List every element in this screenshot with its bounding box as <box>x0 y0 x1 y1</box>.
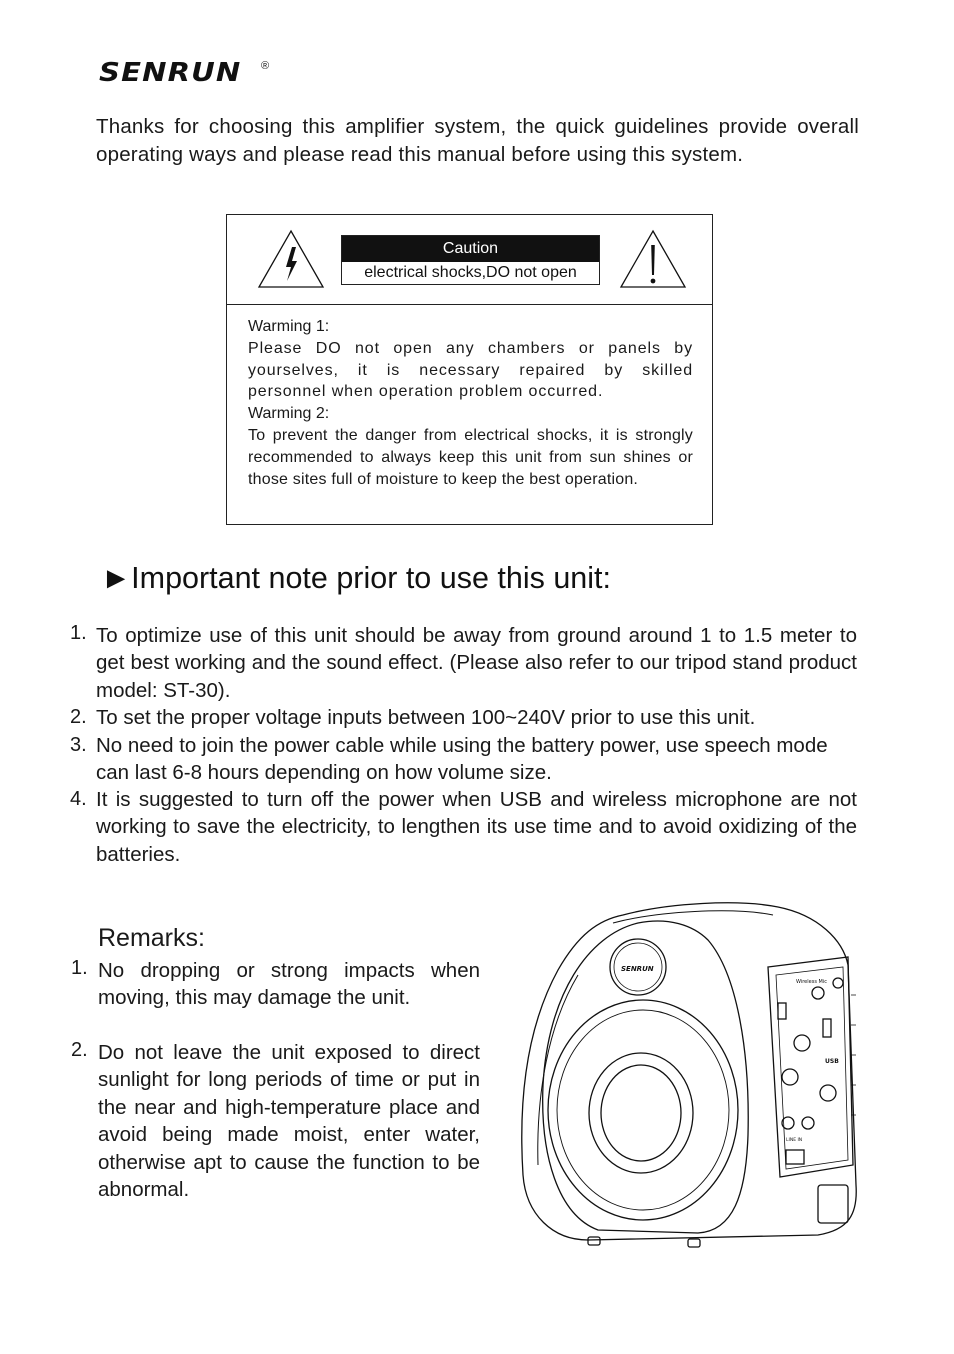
caution-title: Caution <box>342 236 599 262</box>
caution-subtitle: electrical shocks,DO not open <box>364 264 577 281</box>
intro-paragraph: Thanks for choosing this amplifier system, the quick guidelines provide overall operating ways and please read this manual before using this system. <box>96 115 859 166</box>
item-text: No need to join the power cable while using the battery power, use speech mode can last 6-8 hours depending on how volume size. <box>96 734 828 785</box>
line-in-label: LINE IN <box>786 1138 803 1143</box>
item-text: It is suggested to turn off the power when USB and wireless microphone are not working to save the electricity, to lengthen its use time and to avoid oxidizing of the batteries. <box>96 788 857 866</box>
speaker-body-outline <box>522 903 856 1240</box>
exclamation-warning-icon <box>619 229 687 289</box>
important-note-title: ►Important note prior to use this unit: <box>101 561 611 595</box>
warning2-text: To prevent the danger from electrical shocks, it is strongly recommended to always keep this unit from sun shines or those sites full of moisture to keep the best operation. <box>248 426 693 488</box>
item-text: To optimize use of this unit should be away from ground around 1 to 1.5 meter to get best working and the sound effect. (Please also refer to our tripod stand product model: ST-30). <box>96 624 857 702</box>
caution-label <box>341 235 600 285</box>
electric-shock-warning-icon <box>257 229 325 289</box>
speaker-logo-text: SENRUN <box>621 965 654 973</box>
item-number: 1. <box>70 622 87 644</box>
warning2-title: Warming 2: <box>248 405 330 423</box>
caution-header <box>227 215 712 305</box>
item-number: 3. <box>70 734 87 756</box>
usb-label: USB <box>825 1058 839 1065</box>
registered-mark: ® <box>261 60 270 72</box>
remarks-title: Remarks: <box>98 924 205 952</box>
item-number: 2. <box>70 706 87 728</box>
speaker-illustration <box>518 895 868 1260</box>
warnings <box>248 316 693 490</box>
caution-box <box>226 214 713 525</box>
panel-label: Wireless Mic <box>796 979 827 985</box>
item-number: 2. <box>71 1039 88 1061</box>
item-text: No dropping or strong impacts when moving, this may damage the unit. <box>98 959 480 1010</box>
brand-logo <box>99 58 270 90</box>
item-text: To set the proper voltage inputs between 100~240V prior to use this unit. <box>96 706 756 729</box>
item-number: 1. <box>71 957 88 979</box>
item-text: Do not leave the unit exposed to direct sunlight for long periods of time or put in the near and high-temperature place and avoid being made moist, enter water, otherwise apt to cause the function to be abnormal. <box>98 1041 480 1202</box>
warning1-title: Warming 1: <box>248 318 330 335</box>
item-number: 4. <box>70 788 87 810</box>
brand-logo-text: SENRUN <box>99 58 242 88</box>
warning1-text: Please DO not open any chambers or panels by yourselves, it is necessary repaired by skilled personnel when operation problem occurred. <box>248 339 693 401</box>
